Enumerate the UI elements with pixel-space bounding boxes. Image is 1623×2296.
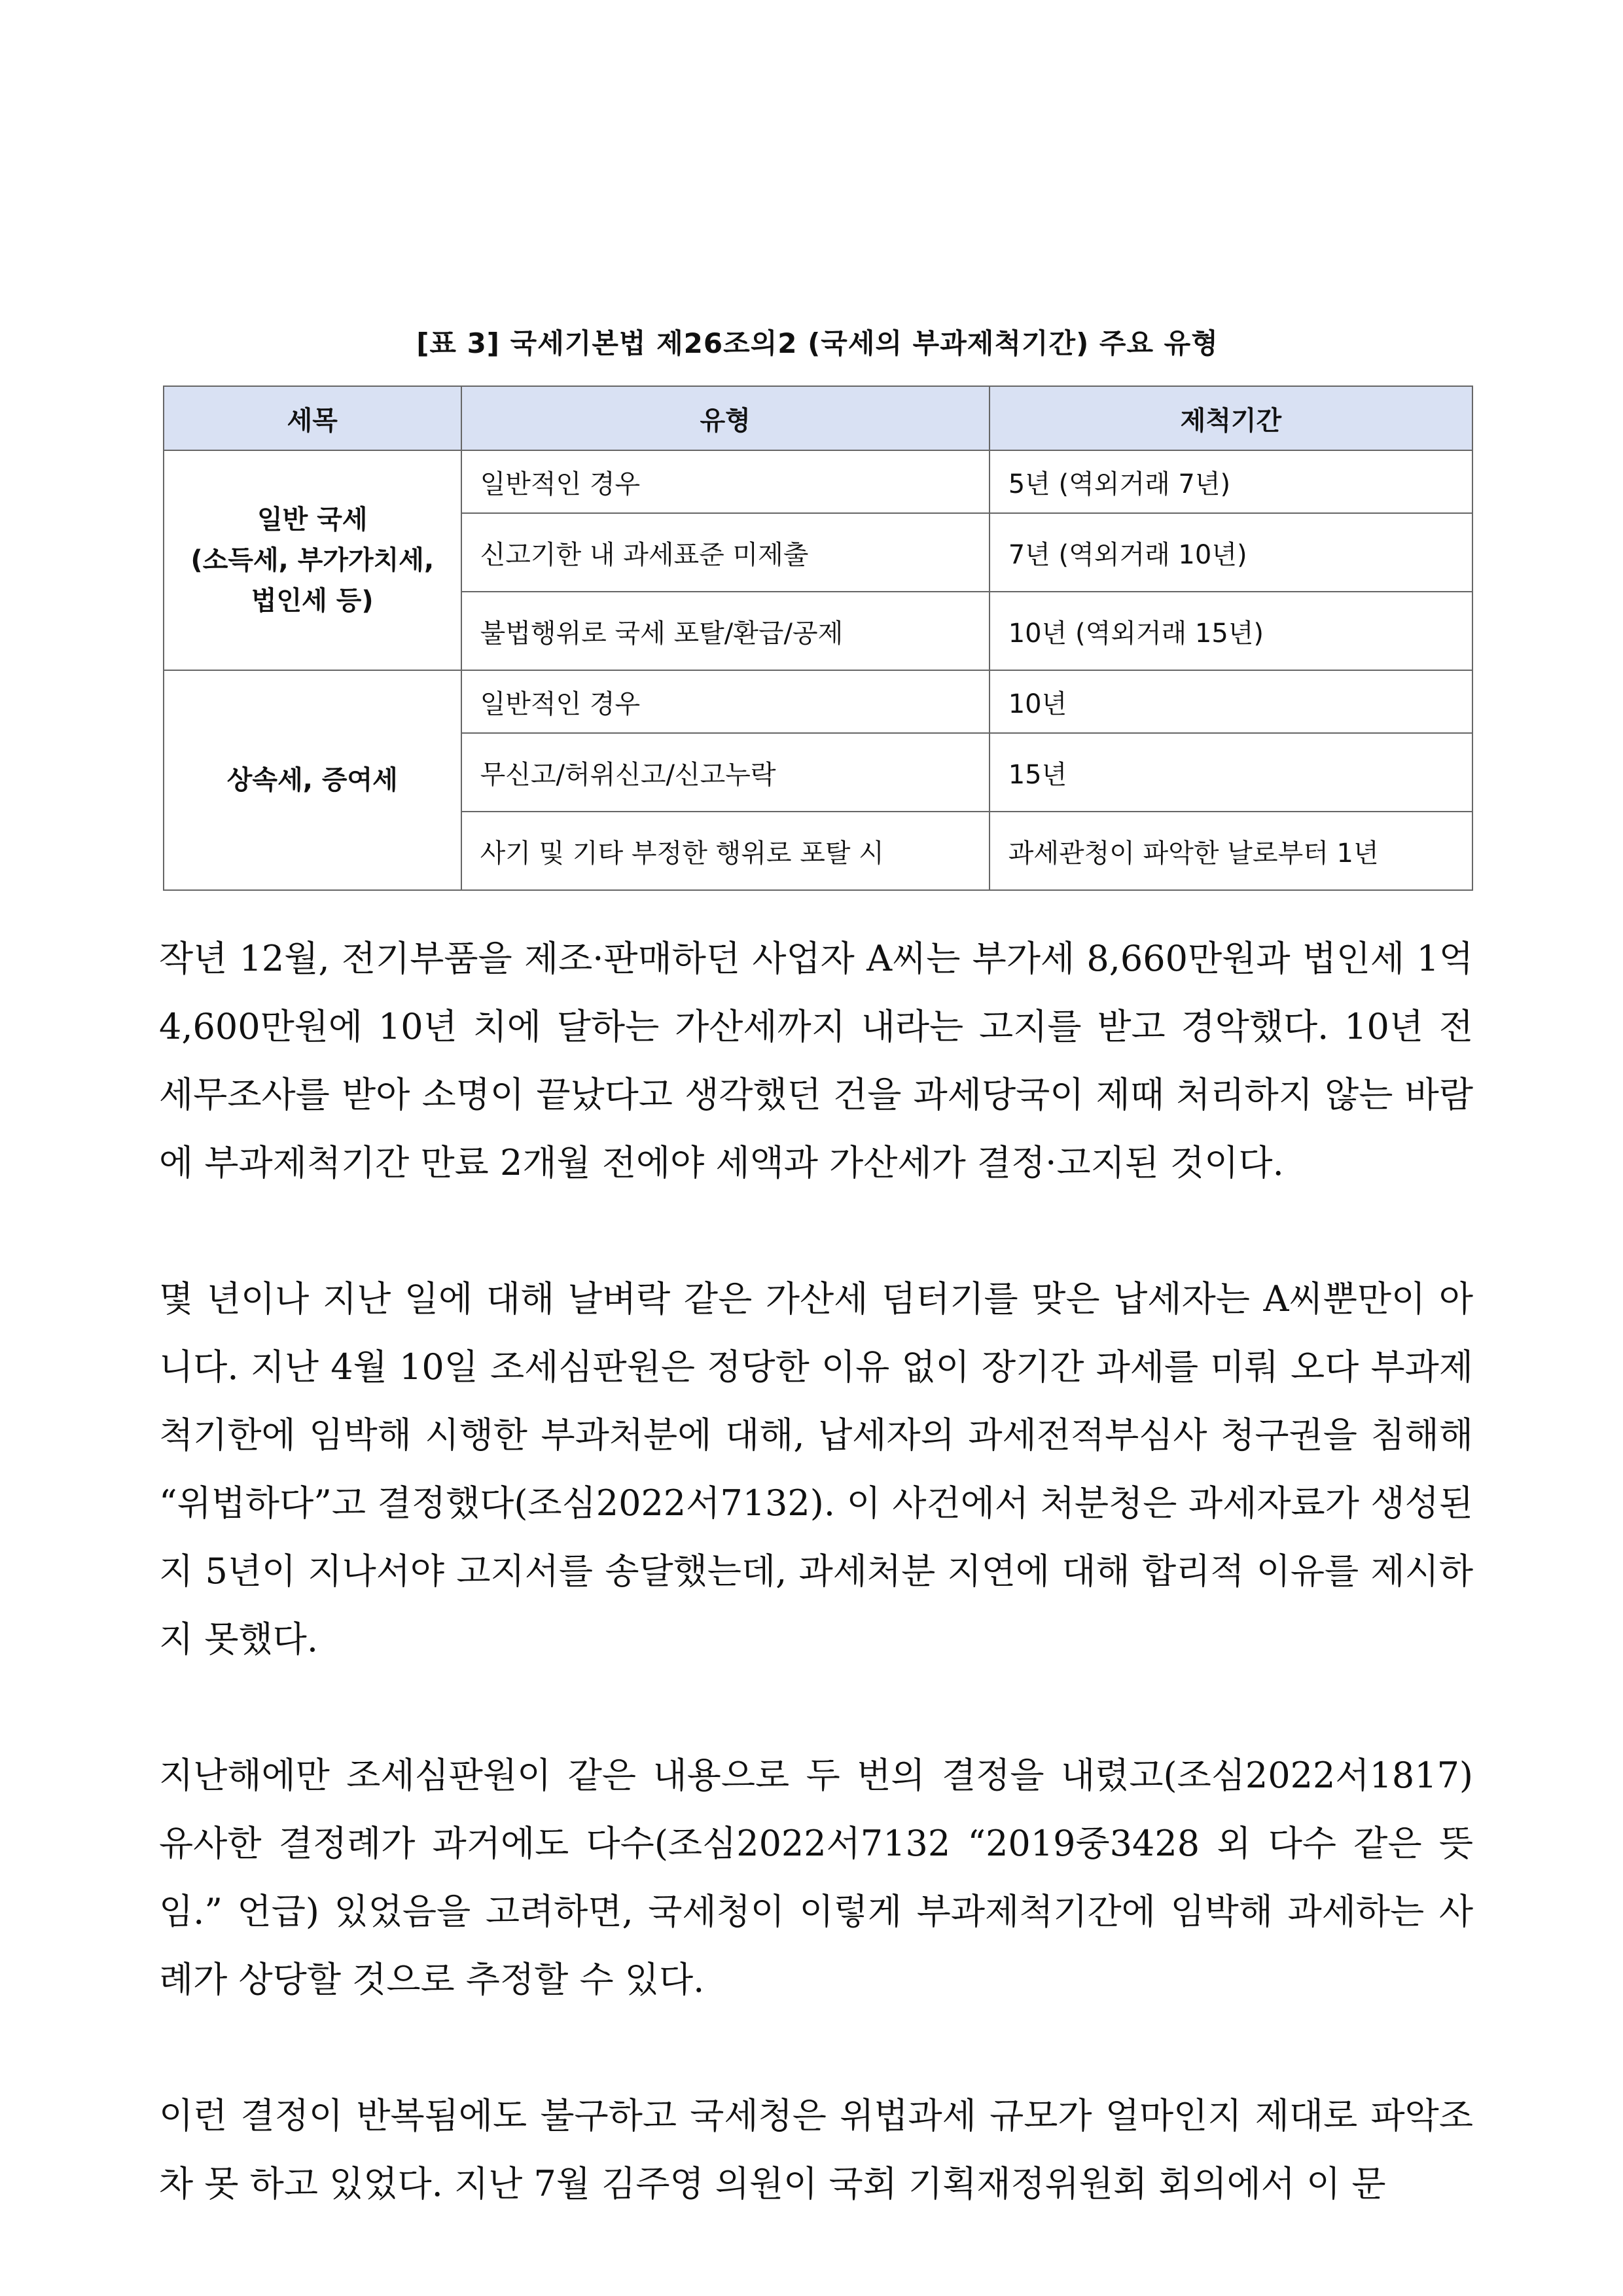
type-cell: 불법행위로 국세 포탈/환급/공제 <box>461 592 990 670</box>
header-tax-item: 세목 <box>164 386 461 450</box>
paragraph: 작년 12월, 전기부품을 제조·판매하던 사업자 A씨는 부가세 8,660만원과 법인세 1억 4,600만원에 10년 치에 달하는 가산세까지 내라는 고지를 받고 경악했다. 10년 전 세무조사를 받아 소명이 끝났다고 생각했던 건을 과세당국이 제때 처리하지 않는 바람에 부과제척기간 만료 2개월 전에야 세액과 가산세가 결정·고지된 것이다. <box>159 938 1473 1183</box>
period-cell: 10년 <box>990 670 1472 733</box>
table-header-row <box>164 386 1472 450</box>
table-row <box>164 670 1472 733</box>
period-cell: 5년 (역외거래 7년) <box>990 450 1472 513</box>
paragraph: 몇 년이나 지난 일에 대해 날벼락 같은 가산세 덤터기를 맞은 납세자는 A씨뿐만이 아니다. 지난 4월 10일 조세심판원은 정당한 이유 없이 장기간 과세를 미뤄 오다 부과제척기한에 임박해 시행한 부과처분에 대해, 납세자의 과세전적부심사 청구권을 침해해 “위법하다”고 결정했다(조심2022서7132). 이 사건에서 처분청은 과세자료가 생성된 지 5년이 지나서야 고지서를 송달했는데, 과세처분 지연에 대해 합리적 이유를 제시하지 못했다. <box>159 1278 1473 1660</box>
paragraph: 이런 결정이 반복됨에도 불구하고 국세청은 위법과세 규모가 얼마인지 제대로 파악조차 못 하고 있었다. 지난 7월 김주영 의원이 국회 기획재정위원회 회의에서 이 문 <box>159 2095 1473 2204</box>
type-cell: 사기 및 기타 부정한 행위로 포탈 시 <box>461 812 990 890</box>
type-cell: 신고기한 내 과세표준 미제출 <box>461 513 990 592</box>
type-cell: 일반적인 경우 <box>461 450 990 513</box>
period-cell: 10년 (역외거래 15년) <box>990 592 1472 670</box>
table-row <box>164 450 1472 513</box>
type-cell: 무신고/허위신고/신고누락 <box>461 733 990 812</box>
category-line: (소득세, 부가가치세, <box>190 545 435 575</box>
header-type: 유형 <box>461 386 990 450</box>
period-cell: 7년 (역외거래 10년) <box>990 513 1472 592</box>
category-line: 일반 국세 <box>257 505 368 535</box>
table-caption: [표 3] 국세기본법 제26조의2 (국세의 부과제척기간) 주요 유형 <box>416 327 1219 359</box>
category-line: 법인세 등) <box>251 586 374 616</box>
tax-period-table <box>163 386 1473 891</box>
category-general-tax <box>164 450 461 670</box>
type-cell: 일반적인 경우 <box>461 670 990 733</box>
header-period: 제척기간 <box>990 386 1472 450</box>
period-cell: 15년 <box>990 733 1472 812</box>
paragraph: 지난해에만 조세심판원이 같은 내용으로 두 번의 결정을 내렸고(조심2022서1817) 유사한 결정례가 과거에도 다수(조심2022서7132 “2019중3428 외 다수 같은 뜻임.” 언급) 있었음을 고려하면, 국세청이 이렇게 부과제척기간에 임박해 과세하는 사례가 상당할 것으로 추정할 수 있다. <box>159 1755 1473 2000</box>
article-body <box>159 925 1473 2286</box>
period-cell: 과세관청이 파악한 날로부터 1년 <box>990 812 1472 890</box>
category-inheritance-gift-tax: 상속세, 증여세 <box>164 670 461 890</box>
